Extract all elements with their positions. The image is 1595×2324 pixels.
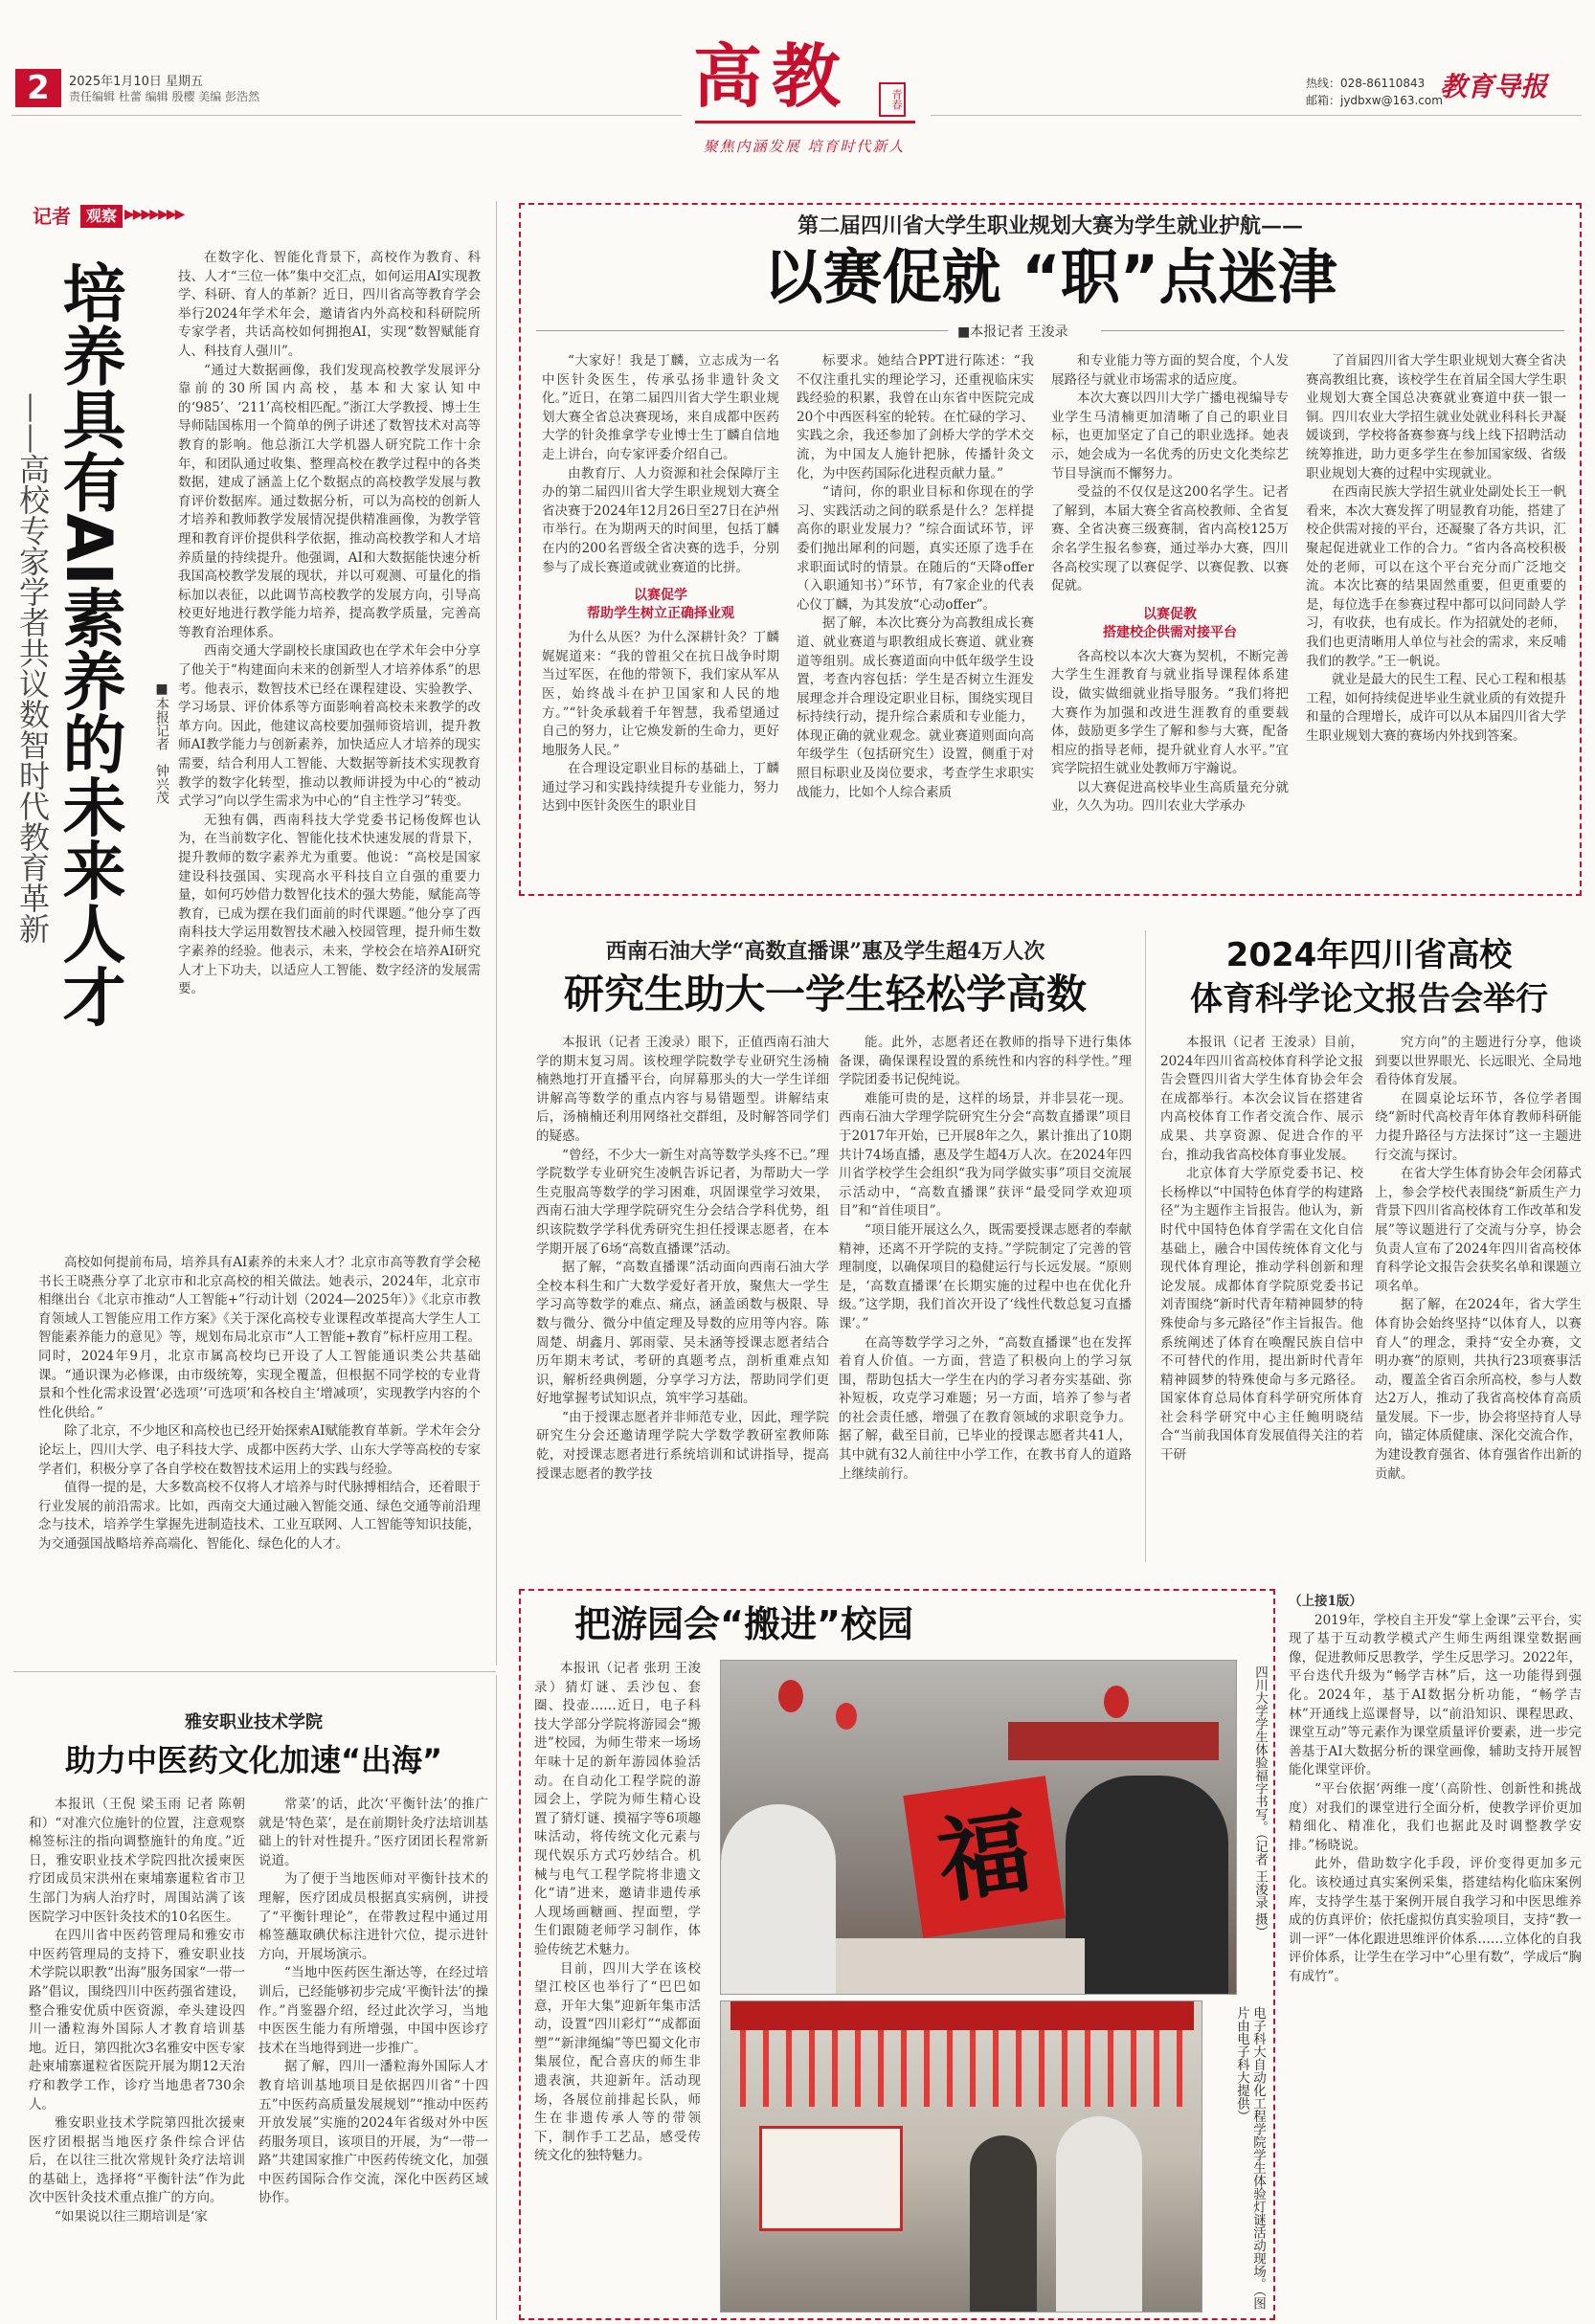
paragraph: “通过大数据画像，我们发现高校教学发展评分靠前的30所国内高校，基本和大家认知中的‘985’、‘211’高校相匹配。”浙江大学教授、博士生导师陆国栋用一个简单的例子讲述了数智技术对高等教育的影响。他总浙江大学机器人研究院工作十余年，和团队通过收集、整理高校在教学过程中的各类数据，建成了涵盖上亿个数据点的高校教学发展与教育评价数据库。通过数据分析，可以为高校的创新人才培养和教师教学发展情况提供精准画像，为教学管理和教育评价提供科学依据，推动高校教学和人才培养质量的持续提升。他强调，AI和大数据能快速分析我国高校教学发展的现状，并以可观测、可量化的指标加以表征，以此调节高校教学的发展方向，引导高校更好地进行教学能力培养，提高教学质量，完善高等教育治理体系。 (178, 362, 481, 640)
paragraph: 据了解，四川一潘粒海外国际人才教育培训基地项目是依据四川省“十四五”中医药高质量发展规划”“推动中医药开放发展”实施的2024年省级对外中医药服务项目，该项目的开展，为“一带一路”共建国家推广中医药传统文化，加强中医药国际合作交流，深化中医药区域协作。 (258, 2059, 488, 2206)
byline-rule-right (1101, 330, 1564, 331)
student-figure (970, 2135, 1037, 2313)
paragraph: 由教育厅、人力资源和社会保障厅主办的第二届四川省大学生职业规划大赛全省决赛于2024年12月26日至27日在泸州市举行。在为期两天的时间里，包括丁麟在内的200名晋级全省决赛的选手，分别参与了成长赛道或就业赛道的比拼。 (542, 465, 779, 575)
paragraph: “由于授课志愿者并非师范专业，因此，理学院研究生分会还邀请理学院大学数学教研室教师陈乾，对授课志愿者进行系统培训和试讲指导，提高授课志愿者的教学技 (536, 1409, 829, 1482)
mid-right-column-1 (1160, 1034, 1363, 1562)
campus-fair-title: 把游园会“搬进”校园 (574, 1603, 913, 1645)
paragraph: 在四川省中医药管理局和雅安市中医药管理局的支持下，雅安职业技术学院以职教“出海”服务国家“一带一路”倡议，围绕四川中医药强省建设，整合雅安优质中医资源，牵头建设四川一潘粒海外国际人才教育培训基地。近日，第四批次3名雅安中医专家赴柬埔寨暹粒省医院开展为期12天治疗和教学工作，诊疗当地患者730余人。 (29, 1928, 245, 2112)
lantern-decor (1104, 1686, 1129, 1718)
student-figure (1066, 1776, 1228, 1995)
section-title: 高教 (693, 35, 851, 117)
paragraph: 各高校以本次大赛为契机，不断完善大学生生涯教育与就业指导课程体系建设，做实做细就业指导服务。“我们将把大赛作为加强和改进生涯教育的重要载体，鼓励更多学生了解和参与大赛，配备相应的指导老师，提升就业育人水平。”宜宾学院招生就业处教师万宇瀚说。 (1051, 648, 1289, 777)
paragraph: 能。此外，志愿者还在教师的指导下进行集体备课，确保课程设置的系统性和内容的科学性。”理学院团委书记倪纯说。 (839, 1035, 1132, 1088)
paragraph: 本次大赛以四川大学广播电视编导专业学生马清楠更加清晰了自己的职业目标，也更加坚定了自己的职业选择。她表示，她会成为一名优秀的历史文化类综艺节目导演而不懈努力。 (1051, 391, 1289, 481)
masthead (0, 0, 1595, 182)
byline-label: ■本报记者 (154, 682, 169, 750)
fu-character: 福 (931, 1796, 1038, 1917)
main-story-title: 以赛促就 “职”点迷津 (763, 242, 1337, 312)
mid-right-column-2 (1375, 1034, 1582, 1562)
student-figure (1056, 2116, 1142, 2313)
paragraph: 无独有偶，西南科技大学党委书记杨俊辉也认为，在当前数字化、智能化技术快速发展的背景下，提升教师的数字素养尤为重要。他说：“高校是国家建设科技强国、实现高水平科技自立自强的重要力量，如何巧妙借力数智化技术的强大势能，赋能高等教育，已成为摆在我们面前的时代课题。”他分享了西南科技大学运用数智技术融入校园管理，提升师生数字素养的经验。他表示，未来，学校会在培养AI研究人才上下功夫，以适应人工智能、数字经济的发展需要。 (178, 812, 481, 997)
paragraph: 在高等数学学习之外，“高数直播课”也在发挥着育人价值。一方面，营造了积极向上的学习氛围，帮助包括大一学生在内的学习者夯实基础、弥补短板，攻克学习难题；另一方面，培养了参与者的社会责任感，增强了在教育领域的求职竞争力。据了解，截至目前，已毕业的授课志愿者共41人，其中就有32人前往中小学工作，在教书育人的道路上继续前行。 (839, 1334, 1132, 1482)
paragraph: 本报讯（王倪 梁玉雨 记者 陈朝和）“对准穴位施针的位置，注意观察棉签标注的指向调整施针的角度。”近日，雅安职业技术学院四批次援柬医疗团成员宋洪州在柬埔寨暹粒省市卫生部门为病人治疗时，周围站满了该医院学习中医针灸技术的10名医生。 (29, 1797, 245, 1925)
subhead-teaching: 以赛促教 搭建校企供需对接平台 (1103, 606, 1237, 640)
paragraph: 本报讯（记者 王浚录）眼下，正值西南石油大学的期末复习周。该校理学院数学专业研究生汤楠楠熟地打开直播平台，向屏幕那头的大一学生详细讲解高等数学的重点内容与易错题型。讲解结束后，汤楠楠还利用网络社交群组，及时解答同学们的疑惑。 (536, 1035, 829, 1144)
paragraph: 难能可贵的是，这样的场景，并非昙花一现。西南石油大学理学院研究生分会“高数直播课”项目于2017年开始，已开展8年之久，累计推出了10期共计74场直播，惠及学生超4万人次。在2024年四川省学校学生会组织“我为同学做实事”项目交流展示活动中，“高数直播课”获评“最受同学欢迎项目”和“首佳项目”。 (839, 1090, 1132, 1219)
lantern-decor (836, 1703, 857, 1730)
paragraph: 为了便于当地医师对平衡针技术的理解，医疗团成员根据真实病例，讲授了“平衡针理论”，在带教过程中通过用棉签蘸取碘伏标注进针穴位，提示进针方向，开展场演示。 (258, 1871, 488, 1962)
paragraph: 以大赛促进高校毕业生高质量充分就业，久久为功。四川农业大学承办 (1051, 779, 1289, 815)
subhead-learning: 以赛促学 帮助学生树立正确择业观 (587, 588, 734, 622)
mid-left-kicker: 西南石油大学“高数直播课”惠及学生超4万人次 (605, 939, 1045, 964)
bottom-left-column-2 (258, 1796, 488, 2320)
paragraph: 据了解，“高数直播课”活动面向西南石油大学全校本科生和广大数学爱好者开放，聚焦大一学生学习高等数学的难点、痛点，涵盖函数与极限、导数与微分、微分中值定理及导数的应用等内容。陈周楚、胡鑫月、郭雨蒙、吴未涵等授课志愿者结合历年期末考试，考研的真题考点，剖析重难点知识，解析经典例题，分享学习方法，帮助同学们更好地掌握考试知识点，筑牢学习基础。 (536, 1260, 829, 1407)
newspaper-brand: 教育导报 (1440, 71, 1548, 102)
section-slogan: 聚焦内涵发展 培育时代新人 (703, 138, 906, 155)
paragraph: 在西南民族大学招生就业处副处长王一帆看来，本次大赛发挥了明显教育功能，搭建了校企供需对接的平台，还凝聚了各方共识，汇聚起促进就业工作的合力。“省内各高校积极处的老师，可以在这个平台充分而广泛地交流。本次比赛的结果固然重要，但更重要的是，每位选手在参赛过程中都可以问同龄人学习，有收获，也有成长。作为招就处的老师，我们也更清晰用人单位与社会的需求，来反哺我们的教学。”王一帆说。 (1306, 484, 1566, 669)
booth-roof (1008, 1722, 1219, 1760)
hanging-riddles (740, 2030, 1184, 2107)
paragraph: 本报讯（记者 张玥 王浚录）猜灯谜、丢沙包、套圈、投壶……近日，电子科技大学部分学院将游园会“搬进”校园，为师生带来一场场年味十足的新年游园体验活动。在自动化工程学院的游园会上，学院为师生精心设置了猜灯谜、摸福字等6项趣味活动，将传统文化元素与现代娱乐方式巧妙结合。机械与电气工程学院将非遗文化“请”进来，邀请非遗传承人现场画糖画、捏面塑，学生们跟随老师学习制作，体验传统艺术魅力。 (534, 1661, 701, 1957)
paragraph: “如果说以往三期培训是‘家 (55, 2209, 208, 2225)
main-column-4 (1306, 352, 1566, 884)
feature-column-2 (38, 1254, 481, 1656)
paragraph: 在数字化、智能化背景下，高校作为教育、科技、人才“三位一体”集中交汇点，如何运用AI实现教学、科研、育人的革新？近日，四川省高等教育学会举行2024年学术年会，邀请省内外高校和科研院所专家学者，共话高校如何拥抱AI，实现“数智赋能育人、科技育人强川”。 (178, 250, 481, 359)
paragraph: 高校如何提前布局，培养具有AI素养的未来人才？北京市高等教育学会秘书长王晓燕分享了北京市和北京高校的相关做法。她表示，2024年，北京市相继出台《北京市推动“人工智能+”行动计划（2024—2025年）》《北京市教育领域人工智能应用工作方案》《关于深化高校专业课程改革提高大学生人工智能素养能力的意见》等，规划布局北京市“人工智能+教育”标杆应用工程。同时，2024年9月，北京市属高校均已开设了人工智能通识类公共基础课。“通识课为必修课，由市级统筹，实现全覆盖，但根据不同学校的专业背景和个性化需求设置‘必选项’‘可选项’和各校自主‘增减项’，实现教学内容的个性化供给。” (38, 1255, 481, 1420)
main-story-byline: ■本报记者 王浚录 (957, 324, 1068, 340)
paragraph: 北京体育大学原党委书记、校长杨桦以“中国特色体育学的构建路径”为主题作主旨报告。他认为，新时代中国特色体育学需在文化自信基础上，融合中国传统体育文化与现代体育理论，推动学科创新和理论发展。成都体育学院原党委书记刘青围绕“新时代青年精神圆梦的特殊使命与多元路径”作主旨报告。他系统阐述了体育在唤醒民族自信中不可替代的作用，提出新时代青年精神圆梦的特殊使命与多元路径。国家体育总局体育科学研究所体育社会科学研究中心主任鲍明晓结合“当前我国体育发展值得关注的若干研 (1160, 1166, 1363, 1464)
photo-fu-calligraphy (720, 1660, 1237, 1995)
feature-subtitle: ——高校专家学者共议数智时代教育革新 (14, 392, 51, 944)
paragraph: 值得一提的是，大多数高校不仅将人才培养与时代脉搏相结合，还着眼于行业发展的前沿需求。比如，西南交大通过融入智能交通、绿色交通等前沿理念与技术，培养学生掌握先进制造技术、工业互联网、人工智能等知识技能，为交通强国战略培养高端化、智能化、绿色化的人才。 (38, 1480, 481, 1552)
main-column-3 (1051, 352, 1289, 884)
reporter-observation-tag (13, 203, 224, 230)
email: 邮箱：jydbxw@163.com (1306, 94, 1443, 107)
tag-observation: 观察 (80, 205, 123, 228)
booth-sign (759, 2126, 903, 2231)
bottom-rule-left (13, 1671, 496, 1672)
hotline: 热线：028-86110843 (1306, 77, 1426, 90)
paragraph: 目前，四川大学在该校望江校区也举行了“巴巴如意，开年大集”迎新年集市活动，设置“四川彩灯”“成都面塑”“新津绳编”等巴蜀文化市集展位，配合喜庆的师生非遗表演，共迎新年。活动现场，各展位前排起长队，师生在非遗传承人等的带领下，制作手工艺品，感受传统文化的独特魅力。 (534, 1960, 701, 2164)
tag-reporter: 记者 (33, 205, 71, 228)
header-rule (11, 115, 682, 116)
header-rule-right (931, 115, 1582, 116)
paragraph: 雅安职业技术学院第四批次援柬医疗团根据当地医疗条件综合评估后，在以往三批次常规针灸疗法培训的基础上，选择将“平衡针法”作为此次中医针灸技术重点推广的方向。 (29, 2115, 245, 2206)
paragraph: 在圆桌论坛环节，各位学者围绕“新时代高校青年体育教师科研能力提升路径与方法探讨”这一主题进行交流与探讨。 (1375, 1090, 1582, 1163)
paragraph: 在省大学生体育协会年会闭幕式上，参会学校代表围绕“新质生产力背景下四川省高校体育工作改革和发展”等议题进行了交流与分享，协会负责人宣布了2024年四川省高校体育科学论文报告会获奖名单和课题立项名单。 (1375, 1166, 1582, 1294)
bottom-left-title: 助力中医药文化加速“出海” (64, 1742, 443, 1778)
paragraph: “大家好！我是丁麟，立志成为一名中医针灸医生，传承弘扬非遗针灸文化。”近日，在第二届四川省大学生职业规划大赛全省总决赛现场，来自成都中医药大学的针灸推拿学专业博士生丁麟自信地走上讲台，向专家评委介绍自己。 (542, 353, 779, 462)
editors-line: 责任编辑 杜蕾 编辑 殷樱 美编 彭浩然 (69, 90, 260, 103)
feature-title: 培养具有AI素养的未来人才 (52, 260, 125, 1028)
tag-arrows-icon: ▶▶▶▶▶▶▶ (124, 207, 184, 222)
paragraph: 此外，借助数字化手段，评价变得更加多元化。该校通过真实案例采集，搭建结构化临床案例库，支持学生基于案例开展自我学习和中医思维养成的仿真评价；依托虚拟仿真实验项目，支持“教一训一评”一体化跟进思维评价体系……立体化的自我评价体系，让学生在学习中“心里有数”，学成后“胸有成竹”。 (1289, 1856, 1582, 1984)
paragraph: 据了解，本次比赛分为高教组成长赛道、就业赛道与职教组成长赛道、就业赛道等组别。成长赛道面向中低年级学生设置，考查内容包括：学生是否树立生涯发展理念并合理设定职业目标，围绕实现目标持续行动，提升综合素质和专业能力，体现正确的就业观念。就业赛道则面向高年级学生（包括研究生）设置，侧重于对照目标职业及岗位要求，考查学生求职实战能力，比如个人综合素质 (797, 615, 1034, 800)
paragraph: “请问，你的职业目标和你现在的学习、实践活动之间的联系是什么？怎样提高你的职业发展力？”综合面试环节，评委们抛出犀利的问题，真实还原了选手在求职面试时的情景。在随后的“天降offer（入职通知书）”环节，有7家企业的代表心仪丁麟，为其发放“心动offer”。 (797, 484, 1034, 613)
left-divider (496, 201, 497, 1665)
issue-date: 2025年1月10日 星期五 (69, 75, 204, 89)
mid-left-column-1 (536, 1034, 829, 1562)
continued-marker: （上接1版） (1289, 1594, 1362, 1609)
paragraph: 究方向”的主题进行分享，他谈到要以世界眼光、长远眼光、全局地看待体育发展。 (1375, 1035, 1582, 1088)
mid-left-column-2 (839, 1034, 1132, 1562)
bottom-left-kicker: 雅安职业技术学院 (185, 1712, 323, 1732)
main-column-1 (542, 352, 779, 884)
paragraph: 和专业能力等方面的契合度，个人发展路径与就业市场需求的适应度。 (1051, 353, 1289, 388)
paragraph: “平台依据‘两维一度’（高阶性、创新性和挑战度）对我们的课堂进行全面分析，使教学评价更加精细化、精准化，我们也据此及时调整教学安排。”杨晓说。 (1289, 1780, 1582, 1853)
student-figure-left (721, 1804, 836, 1995)
mid-divider (1145, 930, 1146, 1562)
paragraph: 在合理设定职业目标的基础上，丁麟通过学习和实践持续提升专业能力，努力达到中医针灸医生的职业目 (542, 761, 779, 815)
paragraph: 了首届四川省大学生职业规划大赛全省决赛高教组比赛，该校学生在首届全国大学生职业规划大赛全国总决赛就业赛道中获一银一铜。四川农业大学招生就业处就业科科长尹凝媛谈到，学校将备赛参赛与线上线下招聘活动统筹推进，助力更多学生在参加国家级、省级职业规划大赛的过程中实现就业。 (1306, 353, 1566, 481)
continued-story (1289, 1593, 1582, 2320)
paragraph: “当地中医药医生渐达等，在经过培训后，已经能够初步完成‘平衡针法’的操作。”肖鉴器介绍，经过此次学习，当地中医医生能力有所增强，中国中医诊疗技术在当地得到进一步推广。 (258, 1965, 488, 2056)
paragraph: 受益的不仅仅是这200名学生。记者了解到，本届大赛全省高校教师、全省复赛、全省决赛三级赛制，省内高校125万余名学生报名参赛，通过举办大赛，四川各高校实现了以赛促学、以赛促教、以赛促就。 (1051, 484, 1289, 594)
paragraph: 本报讯（记者 王浚录）目前，2024年四川省高校体育科学论文报告会暨四川省大学生体育协会年会在成都举行。本次会议旨在搭建省内高校体育工作者交流合作、展示成果、共享资源、促进合作的平台，推动我省高校体育事业发展。 (1160, 1035, 1363, 1163)
paragraph: 标要求。她结合PPT进行陈述：“我不仅注重扎实的理论学习，还重视临床实践经验的积累，我曾在山东省中医院完成20个中西医科室的轮转。在忙碌的学习、实践之余，我还参加了剑桥大学的学术交流，为中国友人施针把脉，传播针灸文化，为中医药国际化进程贡献力量。” (797, 353, 1034, 481)
paragraph: 除了北京，不少地区和高校也已经开始探索AI赋能教育革新。学术年会分论坛上，四川大学、电子科技大学、成都中医药大学、山东大学等高校的专家学者们，积极分享了各自学校在数智技术运用上的实践与经验。 (38, 1423, 481, 1477)
paragraph: 就业是最大的民生工程、民心工程和根基工程，如何持续促进毕业生就业质的有效提升和量的合理增长，成许可以从本届四川省大学生职业规划大赛的赛场内外找到答案。 (1306, 672, 1566, 744)
campus-fair-text (534, 1660, 701, 2311)
mid-right-title-line-1: 2024年四川省高校 (1225, 936, 1513, 974)
bottom-left-divider (496, 1675, 497, 2320)
paragraph: 西南交通大学副校长康国政也在学术年会中分享了他关于“构建面向未来的创新型人才培养体系”的思考。他表示，数智技术已经在课程建设、实验教学、学习场景、评价体系等方面影响着高校未来教学的改革方向。因此，他建议高校要加强师资培训，提升教师AI教学能力与创新素养，加快适应人才培养的现实需要，结合利用人工智能、大数据等新技术实现教育教学的数字化转型，推动以教师讲授为中心的“被动式学习”向以学生需求为中心的“自主性学习”转变。 (178, 643, 481, 810)
paragraph: 据了解，在2024年，省大学生体育协会始终坚持“以体育人，以赛育人”的理念，秉持“安全办赛，文明办赛”的原则，共执行23项赛事活动，覆盖全省百余所高校，参与人数达2万人，推动了我省高校体育高质量发展。下一步，协会将坚持育人导向，锚定体质健康、深化交流合作，为建设教育强省、体育强省作出新的贡献。 (1375, 1297, 1582, 1482)
caption-bottom-photo: 电子科大自动化工程学院学生体验灯谜活动现场。（图片由电子科大提供） (1234, 2006, 1266, 2311)
red-banner (730, 2001, 1194, 2030)
paragraph: “曾经，不少大一新生对高等数学头疼不已。”理学院数学专业研究生凌帆告诉记者，为帮助大一学生克服高等数学的学习困难，巩固课堂学习效果，西南石油大学理学院研究生分会结合学科优势，组织该院数学学科优秀研究生担任授课志愿者，在本学期开展了6场“高数直播课”活动。 (536, 1147, 829, 1257)
section-seal: 青春 (879, 82, 906, 117)
lantern-decor (778, 1680, 803, 1712)
paragraph: “项目能开展这么久，既需要授课志愿者的奉献精神，还离不开学院的支持。”学院制定了完善的管理制度，以确保项目的稳健运行与长远发展。“原则是，‘高数直播课’在长期实施的过程中也在优化升级。”这学期，我们首次开设了‘线性代数总复习直播课’。” (839, 1221, 1132, 1331)
mid-left-title: 研究生助大一学生轻松学高数 (563, 971, 1087, 1017)
main-column-2 (797, 352, 1034, 884)
caption-top-photo: 四川大学学生体验福字书写。（记者 王浚录 摄） (1252, 1665, 1268, 1939)
byline-name: 钟兴茂 (154, 764, 169, 805)
byline-rule (536, 330, 948, 331)
section-rule (695, 121, 915, 123)
page-number-badge: 2 (15, 69, 61, 107)
mid-right-title-line-2: 体育科学论文报告会举行 (1190, 980, 1548, 1018)
paragraph: 常菜’的话，此次‘平衡针法’的推广就是‘特色菜’，是在前期针灸疗法培训基础上的针对性提升。”医疗团团长程常新说道。 (258, 1797, 488, 1868)
bottom-left-column-1 (29, 1796, 245, 2320)
photo-lantern-riddle (720, 2000, 1202, 2313)
paragraph: 为什么从医？为什么深耕针灸？丁麟娓娓道来：“我的曾祖父在抗日战争时期当过军医，在他的带领下，我们家从军从医，始终战斗在护卫国家和人民的地方。”“针灸承载着千年智慧，我希望通过自己的努力，让它焕发新的生命力，更好地服务人民。” (542, 630, 779, 758)
main-story-kicker: 第二届四川省大学生职业规划大赛为学生就业护航—— (797, 213, 1303, 238)
paragraph: 2019年，学校自主开发“掌上金课”云平台，实现了基于互动教学模式产生师生两组课堂数据画像，促进教师反思教学，学生反思学习。2022年，平台迭代升级为“畅学吉林”后，这一功能得到强化。2024年，基于AI数据分析功能，“畅学吉林”开通线上巡课督导，以“前沿知识、课程思政、课堂互动”等元素作为课堂质量评价要素，进一步完善基于AI大数据分析的课堂画像，辅助支持开展智能化课堂评价。 (1289, 1612, 1582, 1778)
feature-byline (132, 682, 170, 911)
fu-paper (903, 1776, 1065, 1937)
feature-column-1 (178, 249, 481, 1235)
table-surface (836, 1938, 1085, 1995)
